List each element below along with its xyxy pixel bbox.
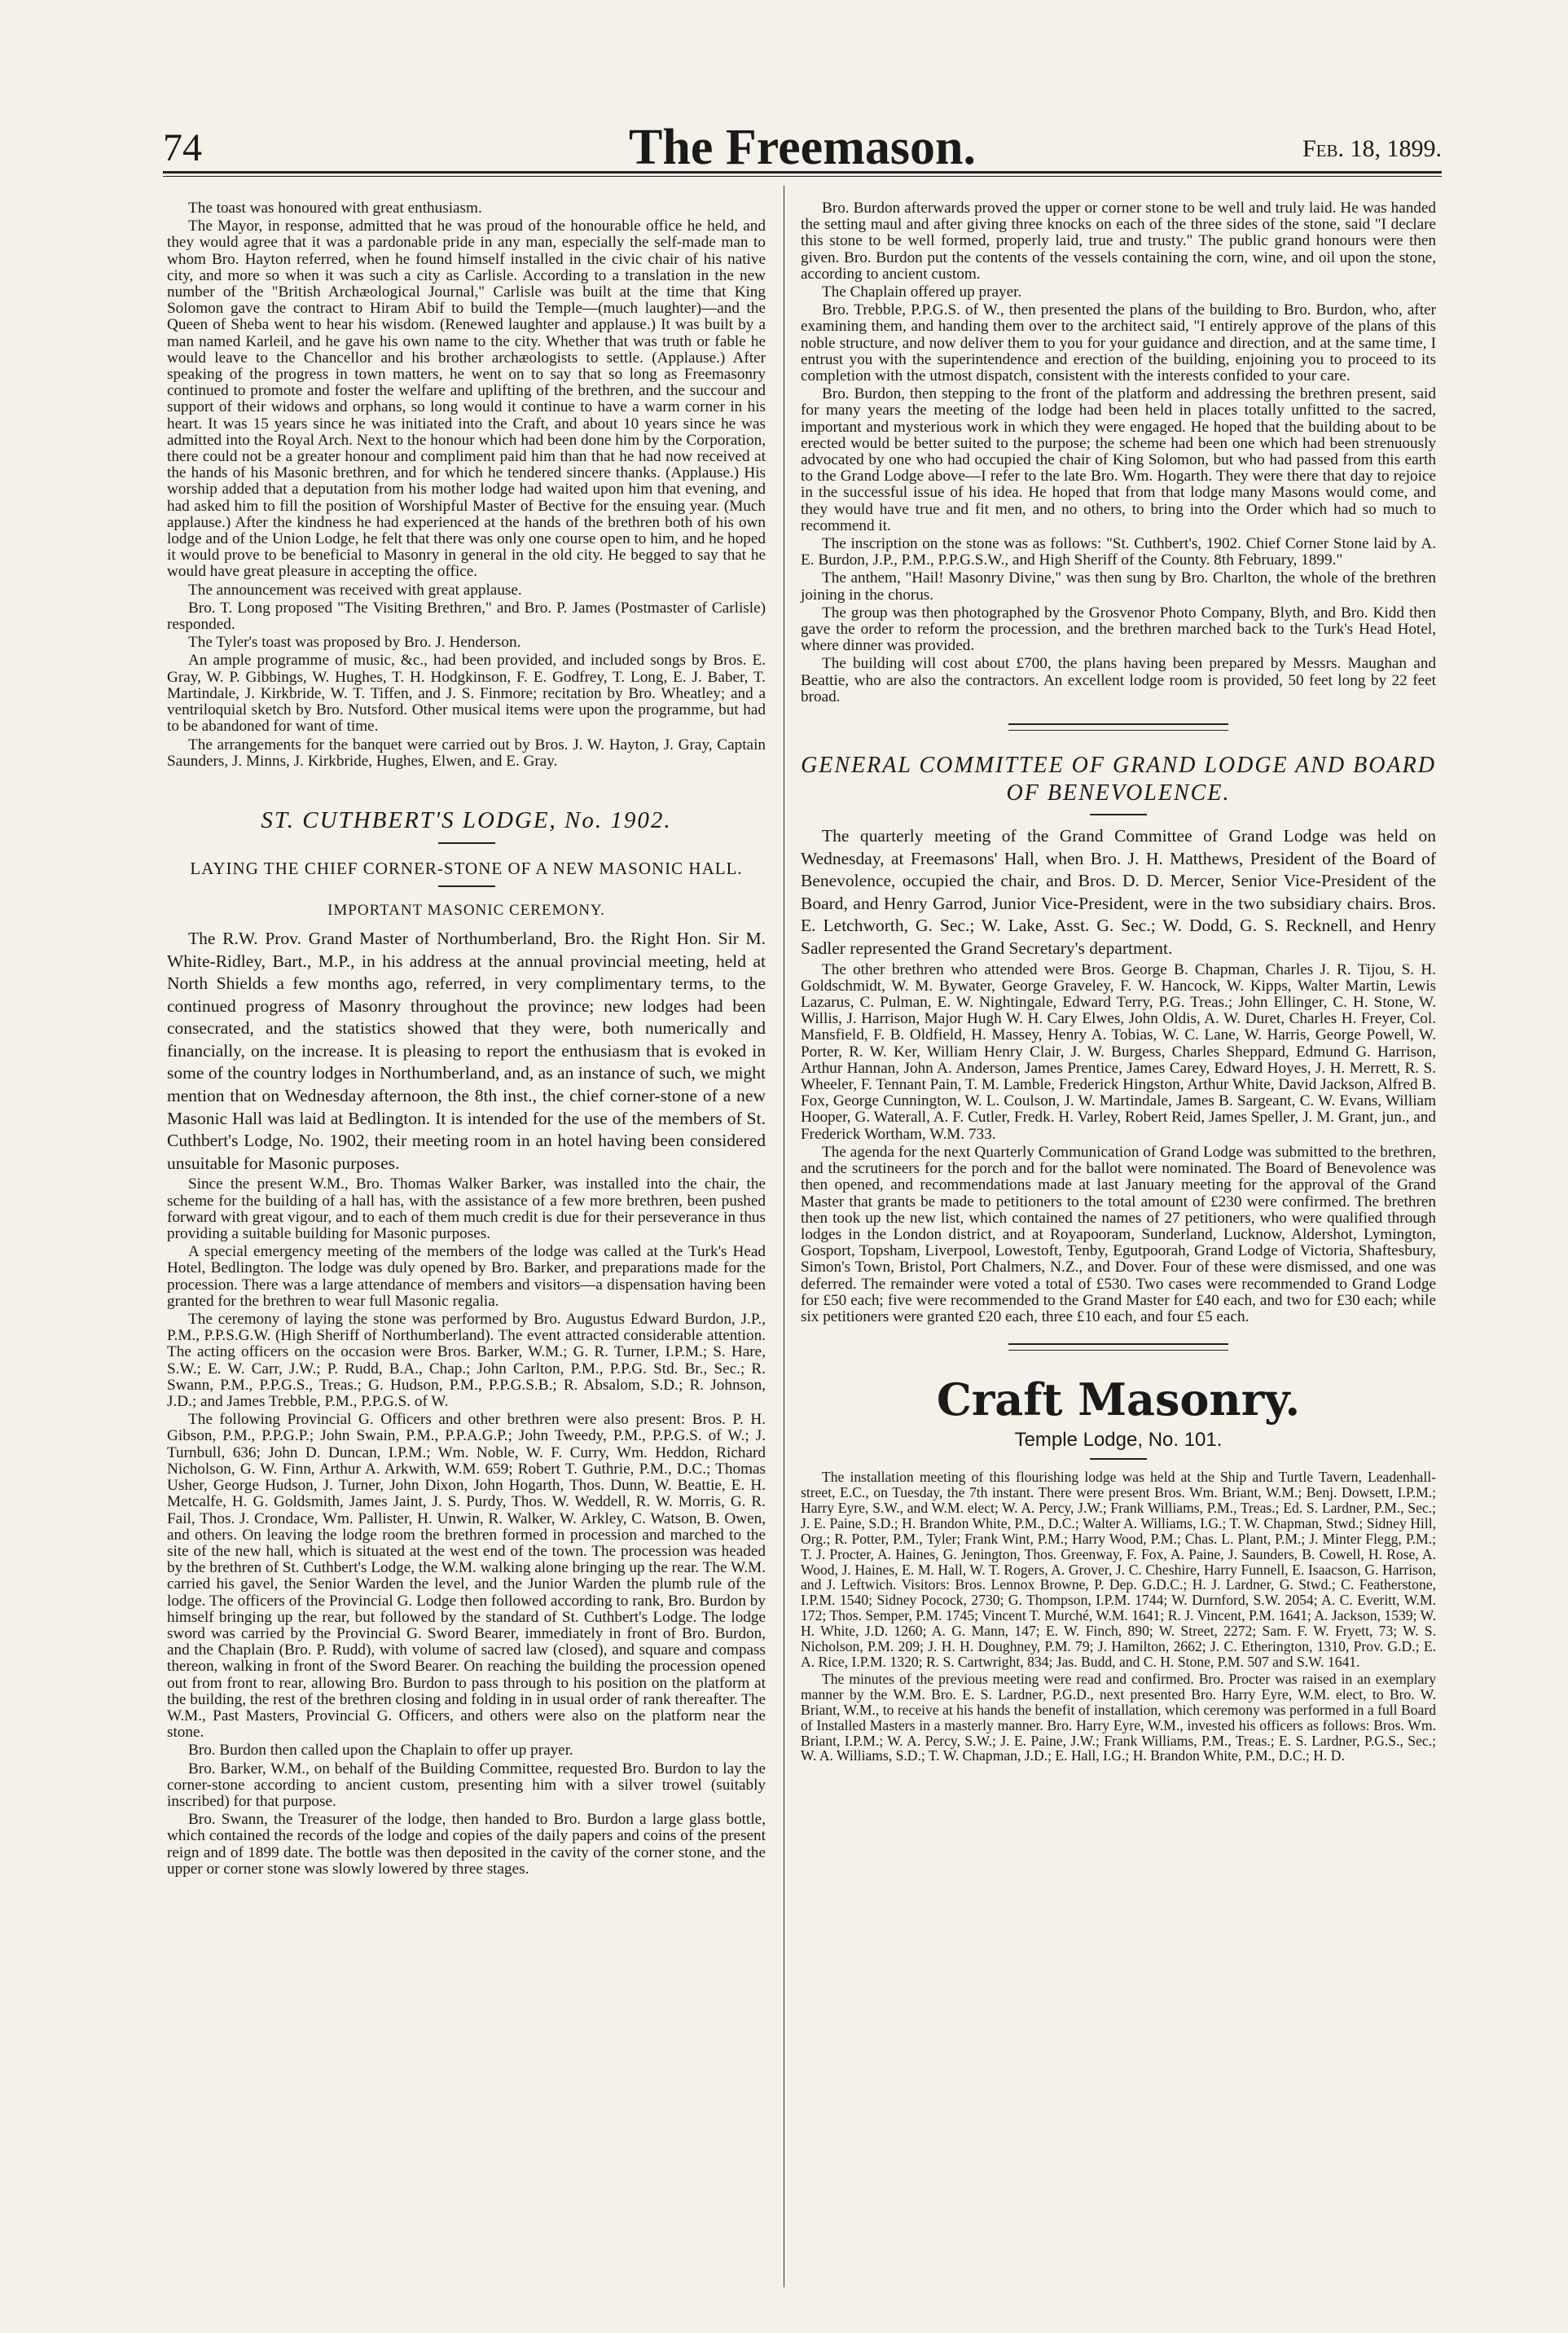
short-rule: [438, 842, 495, 844]
right-column: [801, 200, 1436, 1765]
header-rule: [163, 171, 1442, 174]
paragraph: The following Provincial G. Officers and other brethren were also present: Bros. P. H. Gibson, P.M., P.P.G.P.; John Swain, P.M., P.P.A.G.P.; John Tweedy, P.M., P.P.G.S. of W.; J. Turnbull, 636; John D. Duncan, I.P.M.; Wm. Noble, W. F. Curry, Wm. Heddon, Richard Nicholson, G. W. Finn, Arthur A. Arkwith, W.M. 659; Robert T. Guthrie, P.M., D.C.; Thomas Usher, George Hudson, J. Turner, John Dixon, John Hogarth, Thos. Dunn, W. Beattie, E. H. Metcalfe, H. G. Goldsmith, James Jaint, J. S. Purdy, Thos. W. Weddell, R. W. Morris, G. R. Fail, Thos. J. Crondace, Wm. Pallister, H. Unwin, R. Walker, W. Arkley, C. Watson, B. Owen, and others. On leaving the lodge room the brethren formed in procession and marched to the site of the new hall, which is situated at the west end of the town. The procession was headed by the brethren of St. Cuthbert's Lodge, the W.M. walking alone bringing up the rear. The W.M. carried his gavel, the Senior Warden the level, and the Junior Warden the plumb rule of the lodge. The officers of the Provincial G. Lodge then followed according to rank, Bro. Burdon by himself bringing up the rear, but followed by the standard of St. Cuthbert's Lodge. The lodge sword was carried by the Provincial G. Sword Bearer, immediately in front of Bro. Burdon, and the Chaplain (Bro. P. Rudd), with volume of sacred law (closed), and square and compass thereon, walking in front of the Sword Bearer. On reaching the building the procession opened out from front to rear, allowing Bro. Burdon to pass through to his position on the platform at the building, the rest of the brethren closing and folding in in usual order of rank thereafter. The W.M., Past Masters, Provincial G. Officers, and others were also on the platform near the stone.: [167, 1411, 766, 1742]
paragraph: The inscription on the stone was as follows: "St. Cuthbert's, 1902. Chief Corner Stone laid by A. E. Burdon, J.P., P.M., P.P.G.S.W., and High Sheriff of the County. 8th February, 1899.": [801, 535, 1436, 569]
paragraph: The announcement was received with great applause.: [188, 581, 522, 599]
issue-date: Feb. 18, 1899.: [1302, 135, 1442, 162]
paragraph: The Chaplain offered up prayer.: [822, 283, 1022, 301]
paragraph: Bro. Trebble, P.P.G.S. of W., then presented the plans of the building to Bro. Burdon, who, after examining them, and handing them over to the architect said, "I entirely approve of the plans of this noble structure, and now deliver them to you for your guidance and direction, and at the same time, I entrust you with the superintendence and erection of the building, enjoining you to proceed to its completion with the utmost dispatch, consistent with the interests confided to your care.: [801, 301, 1436, 385]
page-number: 74: [163, 126, 202, 169]
paragraph: The group was then photographed by the Grosvenor Photo Company, Blyth, and Bro. Kidd then gave the order to reform the procession, and the brethren marched back to the Turk's Head Hotel, where dinner was provided.: [801, 604, 1436, 655]
paragraph: Since the present W.M., Bro. Thomas Walker Barker, was installed into the chair, the scheme for the building of a hall has, with the assistance of a few more brethren, been pushed forward with great vigour, and to each of them much credit is due for their perseverance in thus providing a suitable building for Masonic purposes.: [167, 1175, 766, 1243]
paragraph: The quarterly meeting of the Grand Committee of Grand Lodge was held on Wednesday, at Freemasons' Hall, when Bro. J. H. Matthews, President of the Board of Benevolence, occupied the chair, and Bros. D. D. Mercer, Senior Vice-President of the Board, and Henry Garrod, Junior Vice-President, were in the two subsidiary chairs. Bros. E. Letchworth, G. Sec.; W. Lake, Asst. G. Sec.; W. Dodd, G. S. Recknell, and Henry Sadler represented the Grand Secretary's department.: [801, 826, 1436, 959]
paragraph: Bro. Burdon then called upon the Chaplain to offer up prayer.: [188, 1742, 573, 1760]
paragraph: The toast was honoured with great enthusiasm.: [188, 200, 482, 217]
paragraph: Bro. Barker, W.M., on behalf of the Building Committee, requested Bro. Burdon to lay the corner-stone according to ancient custom, presenting him with a silver trowel (suitably inscribed) for that purpose.: [167, 1760, 766, 1810]
left-column: [167, 200, 766, 1879]
section-double-rule: [1008, 723, 1228, 731]
paragraph: Bro. Swann, the Treasurer of the lodge, then handed to Bro. Burdon a large glass bottle, which contained the records of the lodge and copies of the daily papers and coins of the present reign and of 1899 date. The bottle was then deposited in the cavity of the corner stone, and the upper or corner stone was slowly lowered by three stages.: [167, 1811, 766, 1878]
paragraph: Bro. T. Long proposed "The Visiting Brethren," and Bro. P. James (Postmaster of Carlisle) responded.: [167, 599, 766, 634]
paragraph: The anthem, "Hail! Masonry Divine," was then sung by Bro. Charlton, the whole of the brethren joining in the chorus.: [801, 569, 1436, 604]
paragraph: Bro. Burdon afterwards proved the upper or corner stone to be well and truly laid. He was handed the setting maul and after giving three knocks on each of the three sides of the stone, said "I declare this stone to be well formed, properly laid, true and trusty." The public grand honours were then given. Bro. Burdon put the contents of the vessels containing the corn, wine, and oil upon the stone, according to ancient custom.: [801, 200, 1436, 283]
paragraph: The Mayor, in response, admitted that he was proud of the honourable office he held, and they would agree that it was a pardonable pride in any man, especially the self-made man to whom Bro. Hayton referred, when he found himself installed in the civic chair of his native city, and more so when it was such a city as Carlisle. According to a translation in the new number of the "British Archæological Journal," Carlisle was built at the time that King Solomon gave the contract to Hiram Abif to build the Temple—(much laughter)—and the Queen of Sheba went to hear his wisdom. (Renewed laughter and applause.) It was built by a man named Karleil, and he gave his own name to the city. Whether that was truth or fable he would leave to the Chancellor and his brother archæologists to settle. (Applause.) After speaking of the progress in town matters, he went on to say that so long as Freemasonry continued to promote and foster the welfare and uplifting of the brethren, and the succour and support of their widows and orphans, so long would it continue to have a warm corner in his heart. It was 15 years since he was initiated into the Craft, and about 10 years since he was admitted into the Royal Arch. Next to the honour which had been done him by the Corporation, there could not be a greater honour and compliment paid him than that he had now received at the hands of his Masonic brethren, and for which he tendered sincere thanks. (Applause.) His worship added that a deputation from his mother lodge had waited upon him that evening, and had asked him to fill the position of Worshipful Master of Bective for the ensuing year. (Much applause.) After the kindness he had experienced at the hands of the brethren both of his own lodge and of the Union Lodge, he felt that there was only one course open to him, and he hoped it would prove to be beneficial to Masonry in general in the old city. He begged to say that he would have great pleasure in accepting the office.: [167, 217, 766, 581]
paragraph: A special emergency meeting of the members of the lodge was called at the Turk's Head Hotel, Bedlington. The lodge was duly opened by Bro. Barker, and preparations made for the procession. There was a large attendance of members and visitors—a dispensation having been granted for the brethren to wear full Masonic regalia.: [167, 1243, 766, 1310]
lodge-heading: ST. CUTHBERT'S LODGE, No. 1902.: [261, 806, 672, 833]
short-rule: [438, 885, 495, 887]
paragraph: Bro. Burdon, then stepping to the front of the platform and addressing the brethren present, said for many years the meeting of the lodge had been held in places totally unfitted to the sacred, important and mysterious work in which they were engaged. He hoped that the building about to be erected would be better suited to the purpose; the scheme had been one which had been strenuously advocated by one who had occupied the chair of King Solomon, but who had passed from this earth to the Grand Lodge above—I refer to the late Bro. Wm. Hogarth. They were there that day to rejoice in the successful issue of his idea. He hoped that from that lodge many Masons would come, and they would have true and fit men, and no others, to bring into the Order which had so much to recommend it.: [801, 385, 1436, 534]
paragraph: The Tyler's toast was proposed by Bro. J. Henderson.: [188, 634, 521, 652]
craft-masonry-heading: Craft Masonry.: [936, 1373, 1301, 1426]
paragraph: The installation meeting of this flourishing lodge was held at the Ship and Turtle Tavern, Leadenhall-street, E.C., on Tuesday, the 7th instant. There were present Bros. Wm. Briant, W.M.; Benj. Dowsett, I.P.M.; Harry Eyre, S.W., and W.M. elect; W. A. Percy, J.W.; Frank Williams, P.M., Treas.; Ed. S. Lardner, P.M., Sec.; J. E. Paine, S.D.; H. Brandon White, P.M., D.C.; Walter A. Williams, I.G.; T. W. Chapman, Stwd.; Sidney Hill, Org.; R. Potter, P.M., Tyler; Frank Wint, P.M.; Harry Wood, P.M.; Chas. L. Plant, P.M.; J. Minter Flegg, P.M.; T. J. Procter, A. Haines, G. Jenington, Thos. Greenway, F. Fox, A. Paine, J. Saunders, B. Cowell, H. Rose, A. Wood, J. Haines, E. M. Hall, W. T. Rogers, A. Grover, J. C. Cheshire, Harry Funnell, E. Isaacson, G. Harrison, and J. Leftwich. Visitors: Bros. Lennox Browne, P. Dep. G.D.C.; H. J. Lardner, G. Stwd.; C. Featherstone, I.P.M. 1540; Sidney Pocock, 2730; G. Thompson, I.P.M. 1744; W. Durnford, S.W. 2054; A. C. Everitt, W.M. 172; Thos. Semper, P.M. 1745; Vincent T. Murché, W.M. 1641; R. J. Vincent, P.M. 1641; A. Jackson, 1539; W. H. White, J.D. 1260; A. G. Mann, 147; E. W. Finch, 890; W. Street, 2272; Sam. F. W. Fryett, 73; W. S. Nicholson, P.M. 209; J. H. H. Doughney, P.M. 79; J. Hamilton, 2662; J. C. Etherington, 1310, Prov. G.D.; E. A. Rice, I.P.M. 1320; R. S. Cartwright, 834; Jas. Budd, and C. H. Stone, P.M. 507 and S.W. 1641.: [801, 1469, 1436, 1670]
committee-heading: GENERAL COMMITTEE OF GRAND LODGE AND BOARD OF BENEVOLENCE.: [801, 753, 1436, 806]
article-subheading-2: IMPORTANT MASONIC CEREMONY.: [327, 901, 605, 919]
article-subheading: LAYING THE CHIEF CORNER-STONE OF A NEW MASONIC HALL.: [190, 858, 743, 878]
section-double-rule: [1008, 1343, 1228, 1351]
paragraph: The other brethren who attended were Bros. George B. Chapman, Charles J. R. Tijou, S. H. Goldschmidt, W. M. Bywater, George Graveley, F. W. Hancock, W. Kipps, Walter Martin, Lewis Lazarus, C. Pulman, E. W. Nightingale, Edward Terry, P.G. Treas.; John Ellinger, C. H. Stone, W. Willis, J. Harrison, Major Hugh W. H. Cary Elwes, John Oldis, A. W. Duret, Charles H. Freyer, Col. Mansfield, F. B. Oldfield, H. Massey, Henry A. Tobias, W. C. Lane, W. Harris, George Powell, W. Porter, R. W. Ker, William Henry Clair, J. W. Burgess, Charles Sheppard, Edmund G. Harrison, Arthur Hannan, John A. Anderson, James Prentice, James Carey, Edward Hoyes, J. H. Merrett, R. S. Wheeler, F. Tennant Pain, T. M. Lamble, Frederick Hingston, Arthur White, David Jackson, Alfred B. Fox, George Cunnington, W. L. Coulson, J. W. Martindale, James B. Sargeant, C. W. Evans, William Hooper, G. Waterall, A. F. Cutler, Fredk. H. Varley, Robert Reid, James Speller, J. M. Grant, jun., and Frederick Wortham, W.M. 733.: [801, 960, 1436, 1143]
paragraph: The minutes of the previous meeting were read and confirmed. Bro. Procter was raised in an exemplary manner by the W.M. Bro. E. S. Lardner, P.G.D., next presented Bro. Harry Eyre, W.M. elect, to Bro. W. Briant, W.M., to receive at his hands the benefit of installation, which ceremony was performed in a full Board of Installed Masters in a masterly manner. Bro. Harry Eyre, W.M., invested his officers as follows: Bros. Wm. Briant, I.P.M.; W. A. Percy, S.W.; J. E. Paine, J.W.; Frank Williams, P.M., Treas.; E. S. Lardner, P.G.S., Sec.; W. A. Williams, S.D.; T. W. Chapman, J.D.; E. Hall, I.G.; H. Brandon White, P.M., D.C.; H. D.: [801, 1670, 1436, 1764]
paragraph: The agenda for the next Quarterly Communication of Grand Lodge was submitted to the brethren, and the scrutineers for the porch and for the ballot were nominated. The Board of Benevolence was then opened, and recommendations made at last January meeting for the approval of the Grand Master that grants be made to petitioners to the total amount of £230 were confirmed. The brethren then took up the new list, which contained the names of 27 petitioners, who were qualified through lodges in the London district, and at Royapooram, Sunderland, Lucknow, Aldershot, Lymington, Gosport, Topsham, Liverpool, Lowestoft, Tenby, Egutpoorah, Grand Lodge of Victoria, Shaftesbury, Simon's Town, Bristol, Port Chalmers, N.Z., and Dover. Four of these were dismissed, and one was deferred. The remainder were voted a total of £530. Two cases were recommended to Grand Lodge for £50 each; five were recommended to the Grand Master for £40 each, and two for £30 each; while six petitioners were granted £20 each, three £10 each, and four £5 each.: [801, 1143, 1436, 1325]
short-rule: [1090, 814, 1147, 815]
paragraph: The arrangements for the banquet were carried out by Bros. J. W. Hayton, J. Gray, Captain Saunders, J. Minns, J. Kirkbride, Hughes, Elwen, and E. Gray.: [167, 736, 766, 770]
short-rule: [1090, 1458, 1147, 1460]
paragraph: The building will cost about £700, the plans having been prepared by Messrs. Maughan and Beattie, who are also the contractors. An excellent lodge room is provided, 50 feet long by 22 feet broad.: [801, 655, 1436, 705]
header-rule-thin: [163, 176, 1442, 177]
paragraph: An ample programme of music, &c., had been provided, and included songs by Bros. E. Gray, W. P. Gibbings, W. Hughes, T. H. Hodgkinson, F. E. Godfrey, T. Long, E. J. Baber, T. Martindale, J. Kirkbride, W. T. Tiffen, and J. S. Finmore; recitation by Bro. Wheatley; and a ventriloquial sketch by Bro. Nutsford. Other musical items were upon the programme, but had to be abandoned for want of time.: [167, 652, 766, 736]
lead-paragraph: The R.W. Prov. Grand Master of Northumberland, Bro. the Right Hon. Sir M. White-Ridley, Bart., M.P., in his address at the annual provincial meeting, held at North Shields a few months ago, referred, in very complimentary terms, to the continued progress of Masonry throughout the province; new lodges had been consecrated, and the statistics showed that they were, both numerically and financially, on the increase. It is pleasing to report the enthusiasm that is evoked in some of the country lodges in Northumberland, and, as an instance of such, we might mention that on Wednesday afternoon, the 8th inst., the chief corner-stone of a new Masonic Hall was laid at Bedlington. It is intended for the use of the members of St. Cuthbert's Lodge, No. 1902, their meeting room in an hotel having been considered unsuitable for Masonic purposes.: [167, 928, 766, 1173]
paragraph: The ceremony of laying the stone was performed by Bro. Augustus Edward Burdon, J.P., P.M., P.P.S.G.W. (High Sheriff of Northumberland). The event attracted considerable attention. The acting officers on the occasion were Bros. Barker, W.M.; G. R. Turner, I.P.M.; S. Hare, S.W.; E. W. Carr, J.W.; P. Rudd, B.A., Chap.; John Carlton, P.M., P.P.G. Std. Br., Sec.; R. Swann, P.M., P.P.G.S., Treas.; G. Hudson, P.M., P.P.G.S.B.; R. Absalom, S.D.; R. Johnson, J.D.; and James Trebble, P.M., P.P.G.S. of W.: [167, 1311, 766, 1411]
temple-lodge-heading: Temple Lodge, No. 101.: [1014, 1429, 1223, 1452]
masthead-title: The Freemason.: [629, 120, 976, 175]
